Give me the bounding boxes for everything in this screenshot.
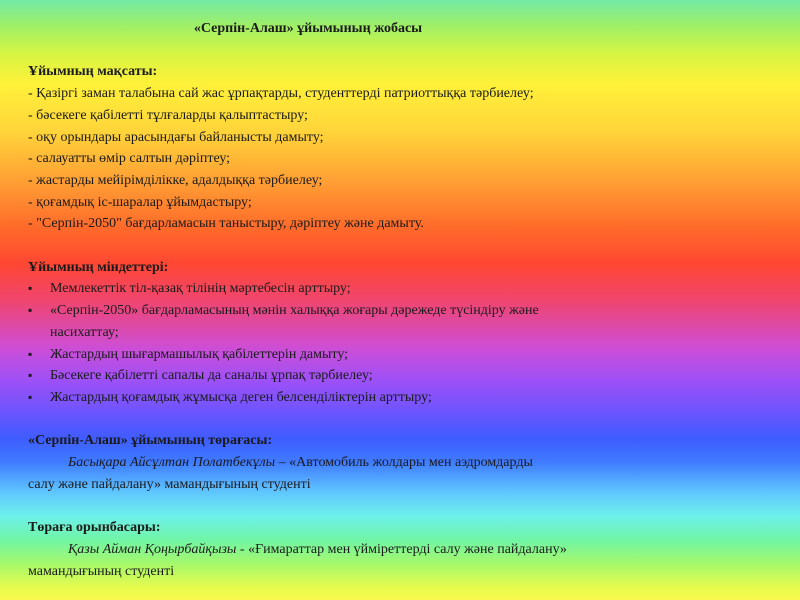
task-item — [28, 300, 788, 343]
task-item — [28, 344, 788, 366]
goal-item: - оқу орындары арасындағы байланысты дамыту; — [28, 129, 324, 145]
deputy-line — [28, 539, 788, 561]
chairman-desc-continued: салу және пайдалану» мамандығының студенті — [28, 476, 311, 492]
task-text: Бәсекеге қабілетті сапалы да саналы ұрпақ тәрбиелеу; — [50, 368, 373, 384]
tasks-list — [28, 278, 788, 408]
slide-title: «Серпін-Алаш» ұйымының жобасы — [193, 21, 423, 36]
goal-item: - жастарды мейірімділікке, адалдыққа тәрбиелеу; — [28, 172, 323, 188]
chairman-desc: – «Автомобиль жолдары мен аэдромдарды — [275, 455, 533, 471]
spacer — [28, 235, 788, 257]
task-text-continued: насихаттау; — [50, 324, 119, 340]
slide-content — [28, 18, 788, 582]
task-text: Жастардың қоғамдық жұмысқа деген белсенділіктерін арттыру; — [50, 389, 432, 405]
task-item — [28, 365, 788, 387]
goals-section — [28, 61, 788, 235]
deputy-desc-continued: мамандығының студенті — [28, 563, 175, 579]
goal-item: - "Серпін-2050" бағдарламасын таныстыру, дәріптеу және дамыту. — [28, 216, 424, 232]
spacer — [28, 40, 788, 62]
goals-heading: Ұйымның мақсаты: — [28, 64, 158, 80]
chairman-line — [28, 452, 788, 474]
task-item — [28, 387, 788, 409]
chairman-heading: «Серпін-Алаш» ұйымының төрағасы: — [28, 433, 273, 449]
task-text: «Серпін-2050» бағдарламасының мәнін халыққа жоғары дәрежеде түсіндіру және — [50, 303, 539, 319]
task-item — [28, 278, 788, 300]
tasks-heading: Ұйымның міндеттері: — [28, 259, 169, 275]
task-text: Мемлекеттік тіл-қазақ тілінің мәртебесін арттыру; — [50, 281, 351, 297]
deputy-name: Қазы Айман Қоңырбайқызы — [68, 541, 237, 557]
tasks-section — [28, 257, 788, 409]
spacer — [28, 495, 788, 517]
deputy-heading: Төраға орынбасары: — [28, 520, 161, 536]
deputy-section — [28, 517, 788, 582]
deputy-desc: - «Ғимараттар мен үйміреттерді салу және пайдалану» — [236, 541, 567, 557]
goal-item: - қоғамдық іс-шаралар ұйымдастыру; — [28, 194, 252, 210]
spacer — [28, 409, 788, 431]
task-text: Жастардың шығармашылық қабілеттерін дамыту; — [50, 346, 349, 362]
goal-item: - салауатты өмір салтын дәріптеу; — [28, 151, 231, 167]
goal-item: - Қазіргі заман талабына сай жас ұрпақтарды, студенттерді патриоттыққа тәрбиелеу; — [28, 86, 534, 102]
chairman-name: Басықара Айсұлтан Полатбекұлы — [68, 455, 276, 471]
goal-item: - бәсекеге қабілетті тұлғаларды қалыптастыру; — [28, 107, 308, 123]
chairman-section — [28, 430, 788, 495]
